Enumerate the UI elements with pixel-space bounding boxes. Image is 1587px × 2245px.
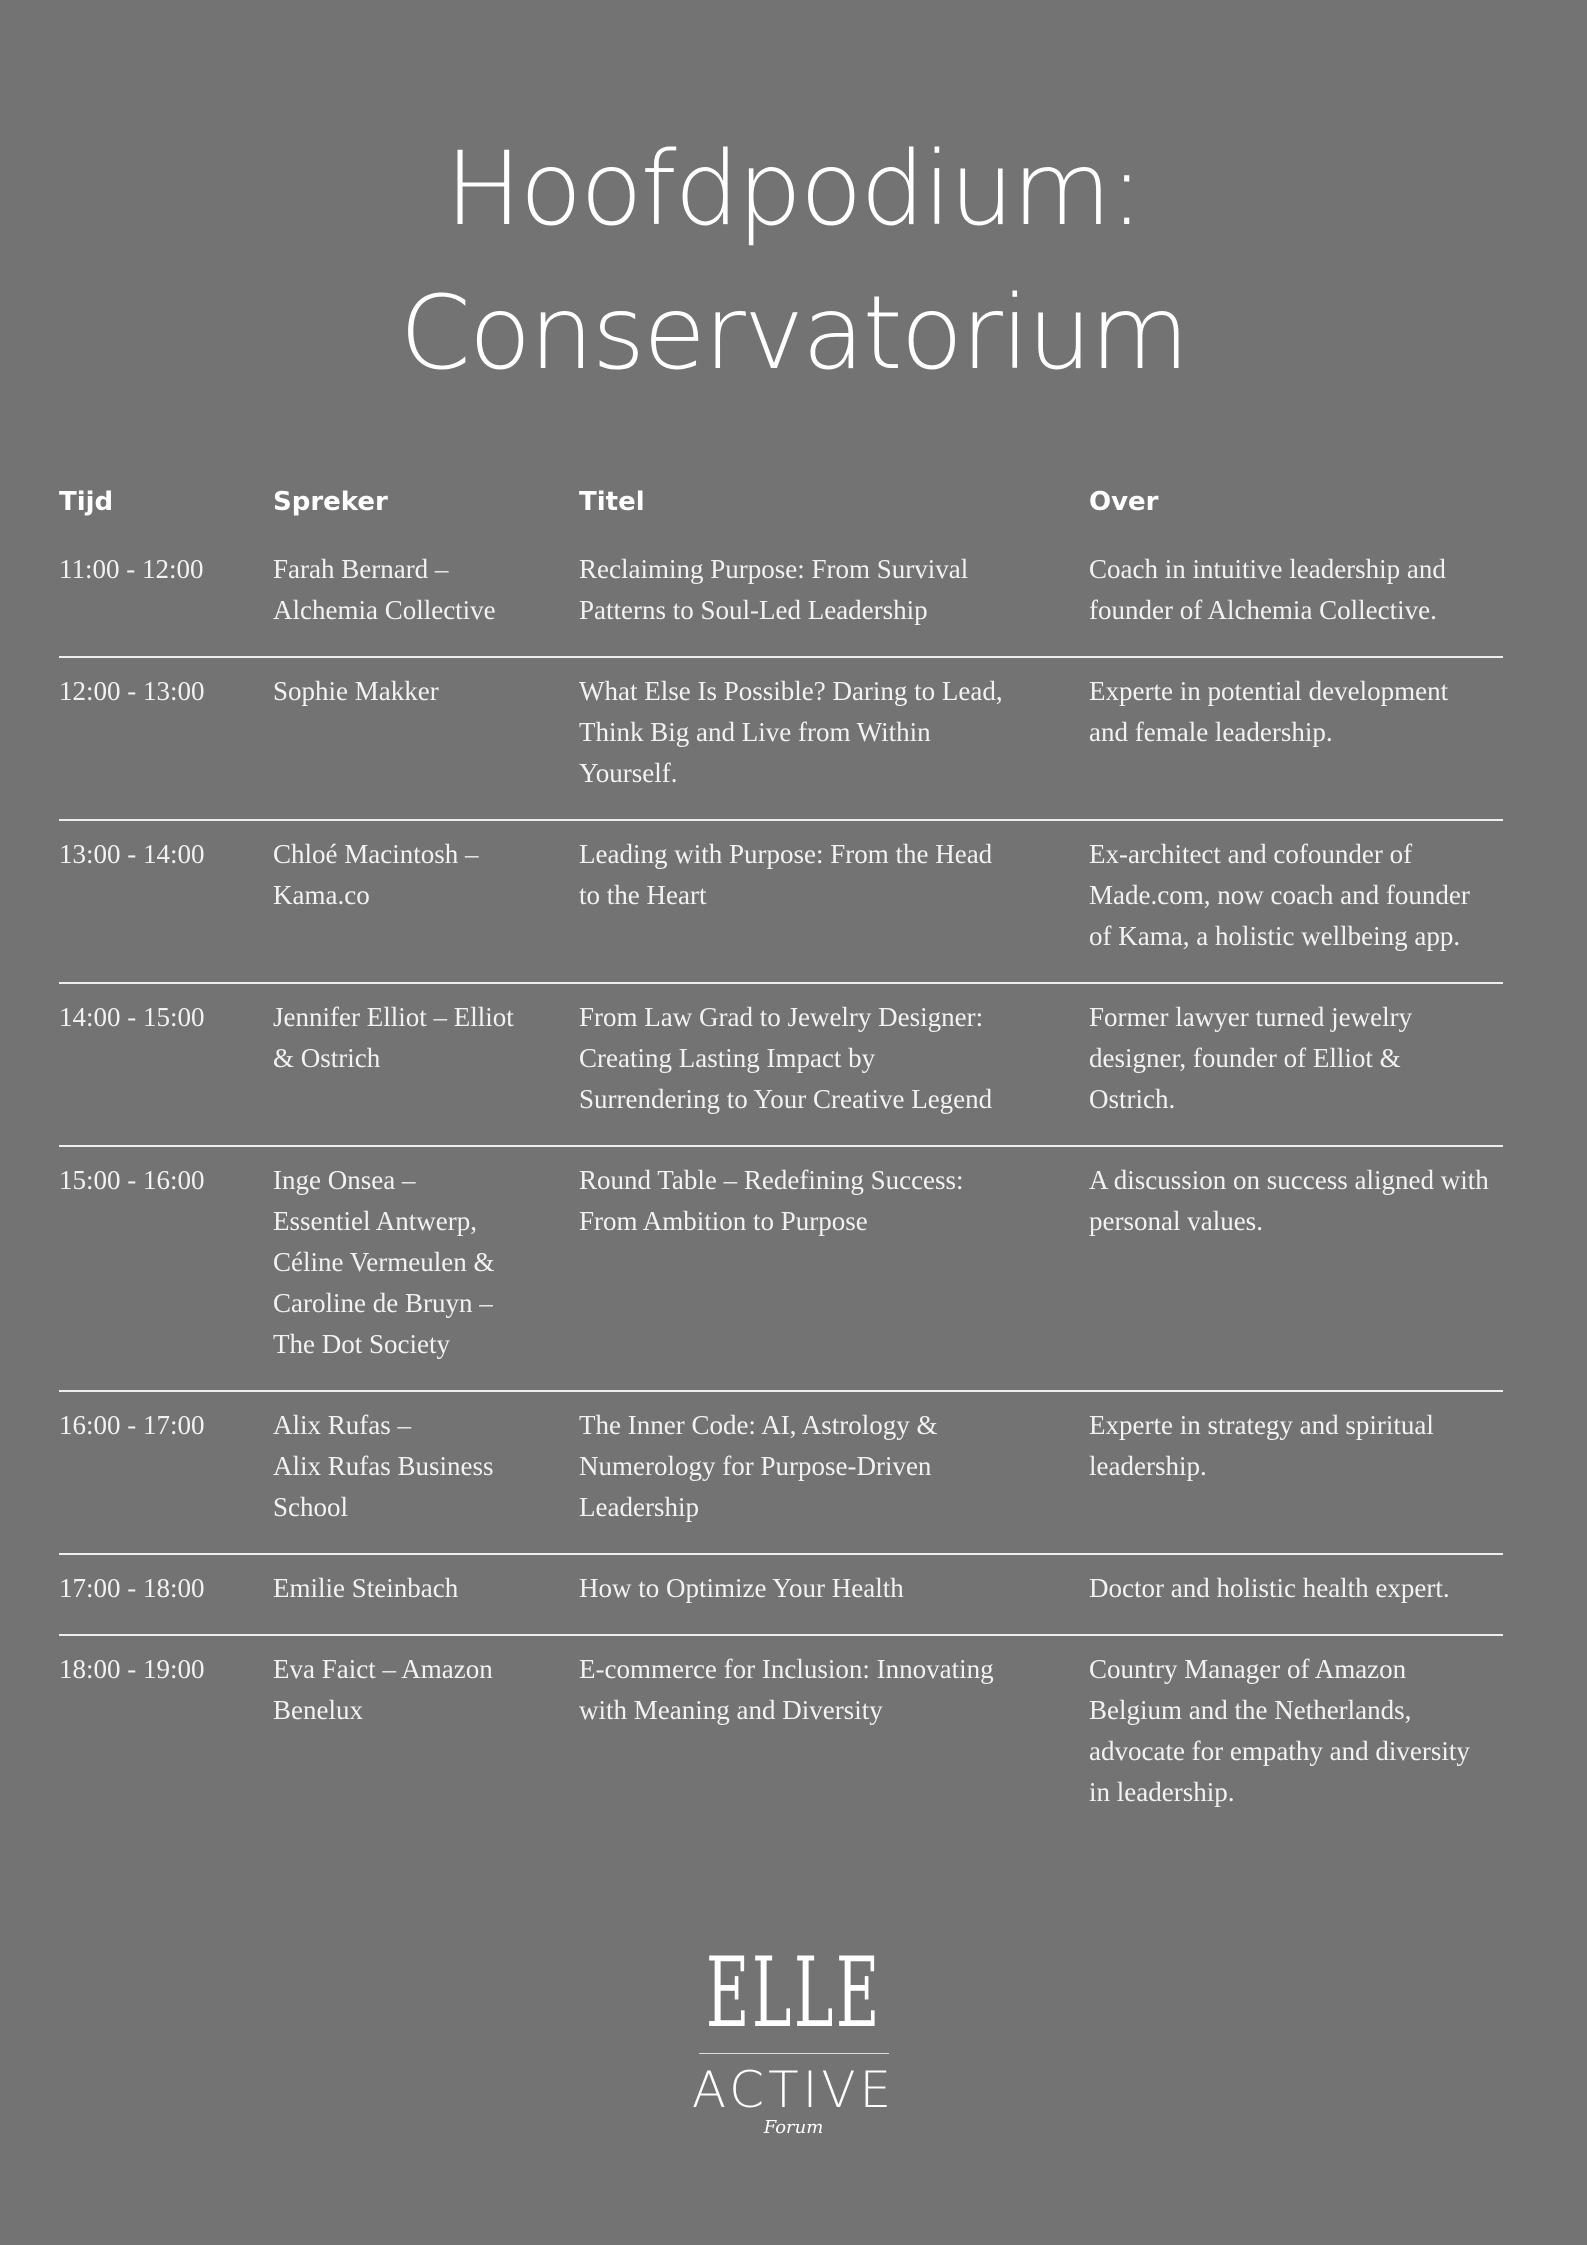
session-title: Reclaiming Purpose: From Survival Patterns to Soul-Led Leadership (579, 554, 969, 625)
table-row (59, 1392, 1503, 1555)
table-row (59, 984, 1503, 1147)
session-title: How to Optimize Your Health (579, 1573, 904, 1603)
session-time: 12:00 - 13:00 (59, 676, 205, 706)
session-about: Experte in strategy and spiritual leadership. (1089, 1410, 1434, 1481)
session-title: E-commerce for Inclusion: Innovating with Meaning and Diversity (579, 1654, 994, 1725)
session-time: 15:00 - 16:00 (59, 1165, 205, 1195)
column-header-speaker: Spreker (273, 487, 388, 517)
logo-divider (699, 2053, 889, 2054)
logo-product: ACTIVE (691, 2061, 896, 2119)
session-speaker: Jennifer Elliot – Elliot & Ostrich (273, 1002, 514, 1073)
elle-active-forum-logo (0, 1937, 1587, 2138)
session-title: What Else Is Possible? Daring to Lead, Think Big and Live from Within Yourself. (579, 676, 1003, 788)
table-row (59, 1147, 1503, 1392)
table-row (59, 1636, 1503, 1838)
page-title (0, 118, 1587, 406)
session-title: The Inner Code: AI, Astrology & Numerology for Purpose-Driven Leadership (579, 1410, 938, 1522)
session-about: Coach in intuitive leadership and founder of Alchemia Collective. (1089, 554, 1446, 625)
session-time: 14:00 - 15:00 (59, 1002, 205, 1032)
session-about: Experte in potential development and female leadership. (1089, 676, 1449, 747)
session-speaker: Alix Rufas – Alix Rufas Business School (273, 1410, 494, 1522)
session-about: Country Manager of Amazon Belgium and the Netherlands, advocate for empathy and diversity in leadership. (1089, 1654, 1470, 1807)
table-row (59, 536, 1503, 658)
schedule-table (59, 478, 1503, 1838)
session-time: 11:00 - 12:00 (59, 554, 204, 584)
session-speaker: Inge Onsea – Essentiel Antwerp, Céline Vermeulen & Caroline de Bruyn – The Dot Society (273, 1165, 495, 1359)
session-speaker: Chloé Macintosh – Kama.co (273, 839, 479, 910)
session-time: 13:00 - 14:00 (59, 839, 205, 869)
logo-brand: ELLE (705, 1937, 882, 2049)
session-title: Leading with Purpose: From the Head to the Heart (579, 839, 993, 910)
session-about: A discussion on success aligned with personal values. (1089, 1165, 1489, 1236)
session-time: 17:00 - 18:00 (59, 1573, 205, 1603)
session-time: 18:00 - 19:00 (59, 1654, 205, 1684)
table-header-row (59, 478, 1503, 536)
table-row (59, 821, 1503, 984)
logo-tagline: Forum (763, 2117, 824, 2138)
page-title-line-1: Hoofdpodium: (445, 130, 1142, 249)
session-time: 16:00 - 17:00 (59, 1410, 205, 1440)
table-row (59, 1555, 1503, 1636)
session-about: Doctor and holistic health expert. (1089, 1573, 1450, 1603)
session-speaker: Sophie Makker (273, 676, 439, 706)
session-about: Former lawyer turned jewelry designer, founder of Elliot & Ostrich. (1089, 1002, 1413, 1114)
session-speaker: Farah Bernard – Alchemia Collective (273, 554, 496, 625)
session-title: From Law Grad to Jewelry Designer: Creating Lasting Impact by Surrendering to Your Creative Legend (579, 1002, 993, 1114)
table-row (59, 658, 1503, 821)
session-about: Ex-architect and cofounder of Made.com, now coach and founder of Kama, a holistic wellbeing app. (1089, 839, 1470, 951)
page-title-line-2: Conservatorium (399, 274, 1188, 393)
session-speaker: Emilie Steinbach (273, 1573, 459, 1603)
session-speaker: Eva Faict – Amazon Benelux (273, 1654, 493, 1725)
column-header-title: Titel (579, 487, 645, 517)
session-title: Round Table – Redefining Success: From Ambition to Purpose (579, 1165, 964, 1236)
column-header-time: Tijd (59, 487, 114, 517)
column-header-about: Over (1089, 487, 1159, 517)
